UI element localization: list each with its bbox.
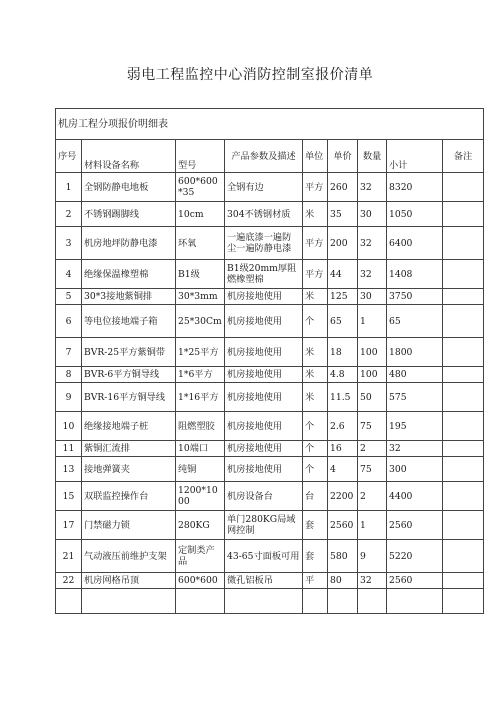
cell-subtotal: 300 — [387, 457, 443, 482]
table-row — [56, 260, 484, 289]
cell-remark — [443, 441, 484, 457]
cell-unit: 平方 — [303, 260, 328, 289]
cell-subtotal: 1408 — [387, 260, 443, 289]
cell-params: 一遍底漆一遍防尘一遍防静电漆 — [225, 227, 303, 260]
cell-price: 80 — [328, 573, 358, 589]
cell-model: B1级 — [176, 260, 225, 289]
cell-price: 44 — [328, 260, 358, 289]
cell-name: BVR-25平方紫铜带 — [82, 338, 176, 367]
cell-params: 机房接地使用 — [225, 412, 303, 441]
cell-model — [176, 589, 225, 614]
cell-unit: 套 — [303, 511, 328, 540]
cell-model: 阻燃塑胶 — [176, 412, 225, 441]
cell-qty: 100 — [358, 367, 387, 383]
cell-subtotal: 65 — [387, 305, 443, 338]
cell-seq: 9 — [56, 383, 82, 412]
cell-model: 1*16平方 — [176, 383, 225, 412]
cell-seq: 6 — [56, 305, 82, 338]
cell-model: 环氧 — [176, 227, 225, 260]
cell-subtotal: 32 — [387, 441, 443, 457]
cell-subtotal: 4400 — [387, 482, 443, 511]
cell-unit: 个 — [303, 441, 328, 457]
cell-name: 机房地坪防静电漆 — [82, 227, 176, 260]
cell-price: 4.8 — [328, 367, 358, 383]
cell-remark — [443, 289, 484, 305]
cell-params: 机房接地使用 — [225, 305, 303, 338]
cell-params: 机房接地使用 — [225, 289, 303, 305]
cell-unit: 个 — [303, 412, 328, 441]
cell-seq: 15 — [56, 482, 82, 511]
cell-qty: 30 — [358, 289, 387, 305]
cell-subtotal: 575 — [387, 383, 443, 412]
cell-qty: 30 — [358, 202, 387, 227]
cell-model: 纯铜 — [176, 457, 225, 482]
cell-qty: 9 — [358, 540, 387, 573]
quote-table — [55, 108, 484, 614]
cell-subtotal: 1800 — [387, 338, 443, 367]
cell-name: 等电位接地端子箱 — [82, 305, 176, 338]
table-row — [56, 589, 484, 614]
cell-unit: 米 — [303, 367, 328, 383]
cell-name: 门禁磁力锁 — [82, 511, 176, 540]
table-row — [56, 482, 484, 511]
cell-unit: 米 — [303, 383, 328, 412]
cell-model: 1*25平方 — [176, 338, 225, 367]
cell-unit: 个 — [303, 457, 328, 482]
document-title: 弱电工程监控中心消防控制室报价清单 — [126, 67, 374, 83]
cell-price: 580 — [328, 540, 358, 573]
cell-price: 200 — [328, 227, 358, 260]
cell-price: 2.6 — [328, 412, 358, 441]
table-row — [56, 540, 484, 573]
cell-model: 280KG — [176, 511, 225, 540]
table-row — [56, 573, 484, 589]
cell-price: 16 — [328, 441, 358, 457]
cell-params — [225, 589, 303, 614]
cell-seq: 7 — [56, 338, 82, 367]
cell-unit — [303, 589, 328, 614]
cell-name — [82, 589, 176, 614]
cell-qty: 1 — [358, 511, 387, 540]
cell-price: 2200 — [328, 482, 358, 511]
cell-params: 微孔铝板吊 — [225, 573, 303, 589]
cell-name: 接地弹簧夹 — [82, 457, 176, 482]
cell-model: 定制类产品 — [176, 540, 225, 573]
cell-params: B1级20mm厚阻燃橡塑棉 — [225, 260, 303, 289]
cell-name: 绝缘接地端子桩 — [82, 412, 176, 441]
cell-name: 绝缘保温橡塑棉 — [82, 260, 176, 289]
cell-seq: 3 — [56, 227, 82, 260]
cell-params: 机房接地使用 — [225, 441, 303, 457]
header-qty: 数量 — [358, 140, 387, 173]
cell-unit: 米 — [303, 289, 328, 305]
cell-model: 30*3mm — [176, 289, 225, 305]
cell-seq: 1 — [56, 173, 82, 202]
cell-remark — [443, 573, 484, 589]
table-row — [56, 457, 484, 482]
cell-params: 全钢有边 — [225, 173, 303, 202]
cell-qty: 32 — [358, 573, 387, 589]
section-title: 机房工程分项报价明细表 — [56, 109, 484, 140]
cell-qty: 32 — [358, 260, 387, 289]
cell-unit: 平方 — [303, 173, 328, 202]
cell-subtotal: 195 — [387, 412, 443, 441]
cell-seq: 21 — [56, 540, 82, 573]
column-header-row — [56, 140, 484, 173]
cell-name: BVR-6平方铜导线 — [82, 367, 176, 383]
cell-qty: 32 — [358, 173, 387, 202]
table-row — [56, 441, 484, 457]
cell-qty: 75 — [358, 457, 387, 482]
cell-seq: 11 — [56, 441, 82, 457]
cell-params: 43-65寸面板可用 — [225, 540, 303, 573]
cell-remark — [443, 540, 484, 573]
cell-price: 2560 — [328, 511, 358, 540]
header-model: 型号 — [176, 140, 225, 173]
cell-qty: 2 — [358, 441, 387, 457]
cell-params: 机房接地使用 — [225, 367, 303, 383]
cell-subtotal: 2560 — [387, 573, 443, 589]
cell-name: 双联监控操作台 — [82, 482, 176, 511]
cell-price: 18 — [328, 338, 358, 367]
cell-params: 机房接地使用 — [225, 338, 303, 367]
cell-price: 260 — [328, 173, 358, 202]
cell-seq: 5 — [56, 289, 82, 305]
table-row — [56, 202, 484, 227]
cell-unit: 个 — [303, 305, 328, 338]
header-remark: 备注 — [443, 140, 484, 173]
cell-params: 单门280KG局域网控制 — [225, 511, 303, 540]
table-row — [56, 289, 484, 305]
table-row — [56, 305, 484, 338]
cell-price: 125 — [328, 289, 358, 305]
cell-subtotal: 1050 — [387, 202, 443, 227]
cell-remark — [443, 202, 484, 227]
cell-name: BVR-16平方铜导线 — [82, 383, 176, 412]
cell-unit: 台 — [303, 482, 328, 511]
cell-qty: 32 — [358, 227, 387, 260]
cell-remark — [443, 173, 484, 202]
cell-subtotal: 8320 — [387, 173, 443, 202]
cell-model: 1200*1000 — [176, 482, 225, 511]
header-unit: 单位 — [303, 140, 328, 173]
cell-seq — [56, 589, 82, 614]
cell-seq: 10 — [56, 412, 82, 441]
cell-name: 全钢防静电地板 — [82, 173, 176, 202]
cell-remark — [443, 589, 484, 614]
cell-price: 65 — [328, 305, 358, 338]
cell-params: 机房接地使用 — [225, 457, 303, 482]
cell-price: 35 — [328, 202, 358, 227]
cell-remark — [443, 260, 484, 289]
cell-params: 304不锈钢材质 — [225, 202, 303, 227]
cell-unit: 套 — [303, 540, 328, 573]
cell-qty: 50 — [358, 383, 387, 412]
cell-name: 气动液压前维护支架 — [82, 540, 176, 573]
table-row — [56, 338, 484, 367]
cell-remark — [443, 305, 484, 338]
cell-subtotal — [387, 589, 443, 614]
cell-price: 4 — [328, 457, 358, 482]
cell-model: 600*600 — [176, 573, 225, 589]
header-params: 产品参数及描述 — [225, 140, 303, 173]
cell-seq: 22 — [56, 573, 82, 589]
cell-remark — [443, 482, 484, 511]
cell-remark — [443, 511, 484, 540]
cell-name: 紫铜汇流排 — [82, 441, 176, 457]
cell-seq: 8 — [56, 367, 82, 383]
cell-params: 机房接地使用 — [225, 383, 303, 412]
cell-model: 1*6平方 — [176, 367, 225, 383]
table-row — [56, 367, 484, 383]
cell-remark — [443, 227, 484, 260]
header-subtotal: 小计 — [387, 140, 443, 173]
cell-model: 600*600*35 — [176, 173, 225, 202]
section-header-row — [56, 109, 484, 140]
cell-seq: 17 — [56, 511, 82, 540]
cell-subtotal: 5220 — [387, 540, 443, 573]
cell-subtotal: 2560 — [387, 511, 443, 540]
cell-qty: 1 — [358, 305, 387, 338]
cell-qty — [358, 589, 387, 614]
table-row — [56, 412, 484, 441]
cell-remark — [443, 338, 484, 367]
header-name: 材料设备名称 — [82, 140, 176, 173]
cell-qty: 100 — [358, 338, 387, 367]
cell-model: 25*30Cm — [176, 305, 225, 338]
table-row — [56, 173, 484, 202]
cell-model: 10cm — [176, 202, 225, 227]
cell-seq: 13 — [56, 457, 82, 482]
table-row — [56, 511, 484, 540]
cell-subtotal: 3750 — [387, 289, 443, 305]
cell-remark — [443, 457, 484, 482]
cell-unit: 平 — [303, 573, 328, 589]
cell-params: 机房设备台 — [225, 482, 303, 511]
cell-price: 11.5 — [328, 383, 358, 412]
cell-name: 机房网格吊顶 — [82, 573, 176, 589]
cell-remark — [443, 367, 484, 383]
cell-unit: 米 — [303, 202, 328, 227]
table-row — [56, 227, 484, 260]
cell-name: 不锈钢踢脚线 — [82, 202, 176, 227]
cell-remark — [443, 383, 484, 412]
cell-subtotal: 480 — [387, 367, 443, 383]
cell-remark — [443, 412, 484, 441]
cell-seq: 2 — [56, 202, 82, 227]
cell-name: 30*3接地紫铜排 — [82, 289, 176, 305]
cell-unit: 平方 — [303, 227, 328, 260]
cell-price — [328, 589, 358, 614]
cell-model: 10端口 — [176, 441, 225, 457]
header-price: 单价 — [328, 140, 358, 173]
table-row — [56, 383, 484, 412]
cell-unit: 米 — [303, 338, 328, 367]
cell-seq: 4 — [56, 260, 82, 289]
cell-subtotal: 6400 — [387, 227, 443, 260]
cell-qty: 75 — [358, 412, 387, 441]
cell-qty: 2 — [358, 482, 387, 511]
header-seq: 序号 — [56, 140, 82, 173]
